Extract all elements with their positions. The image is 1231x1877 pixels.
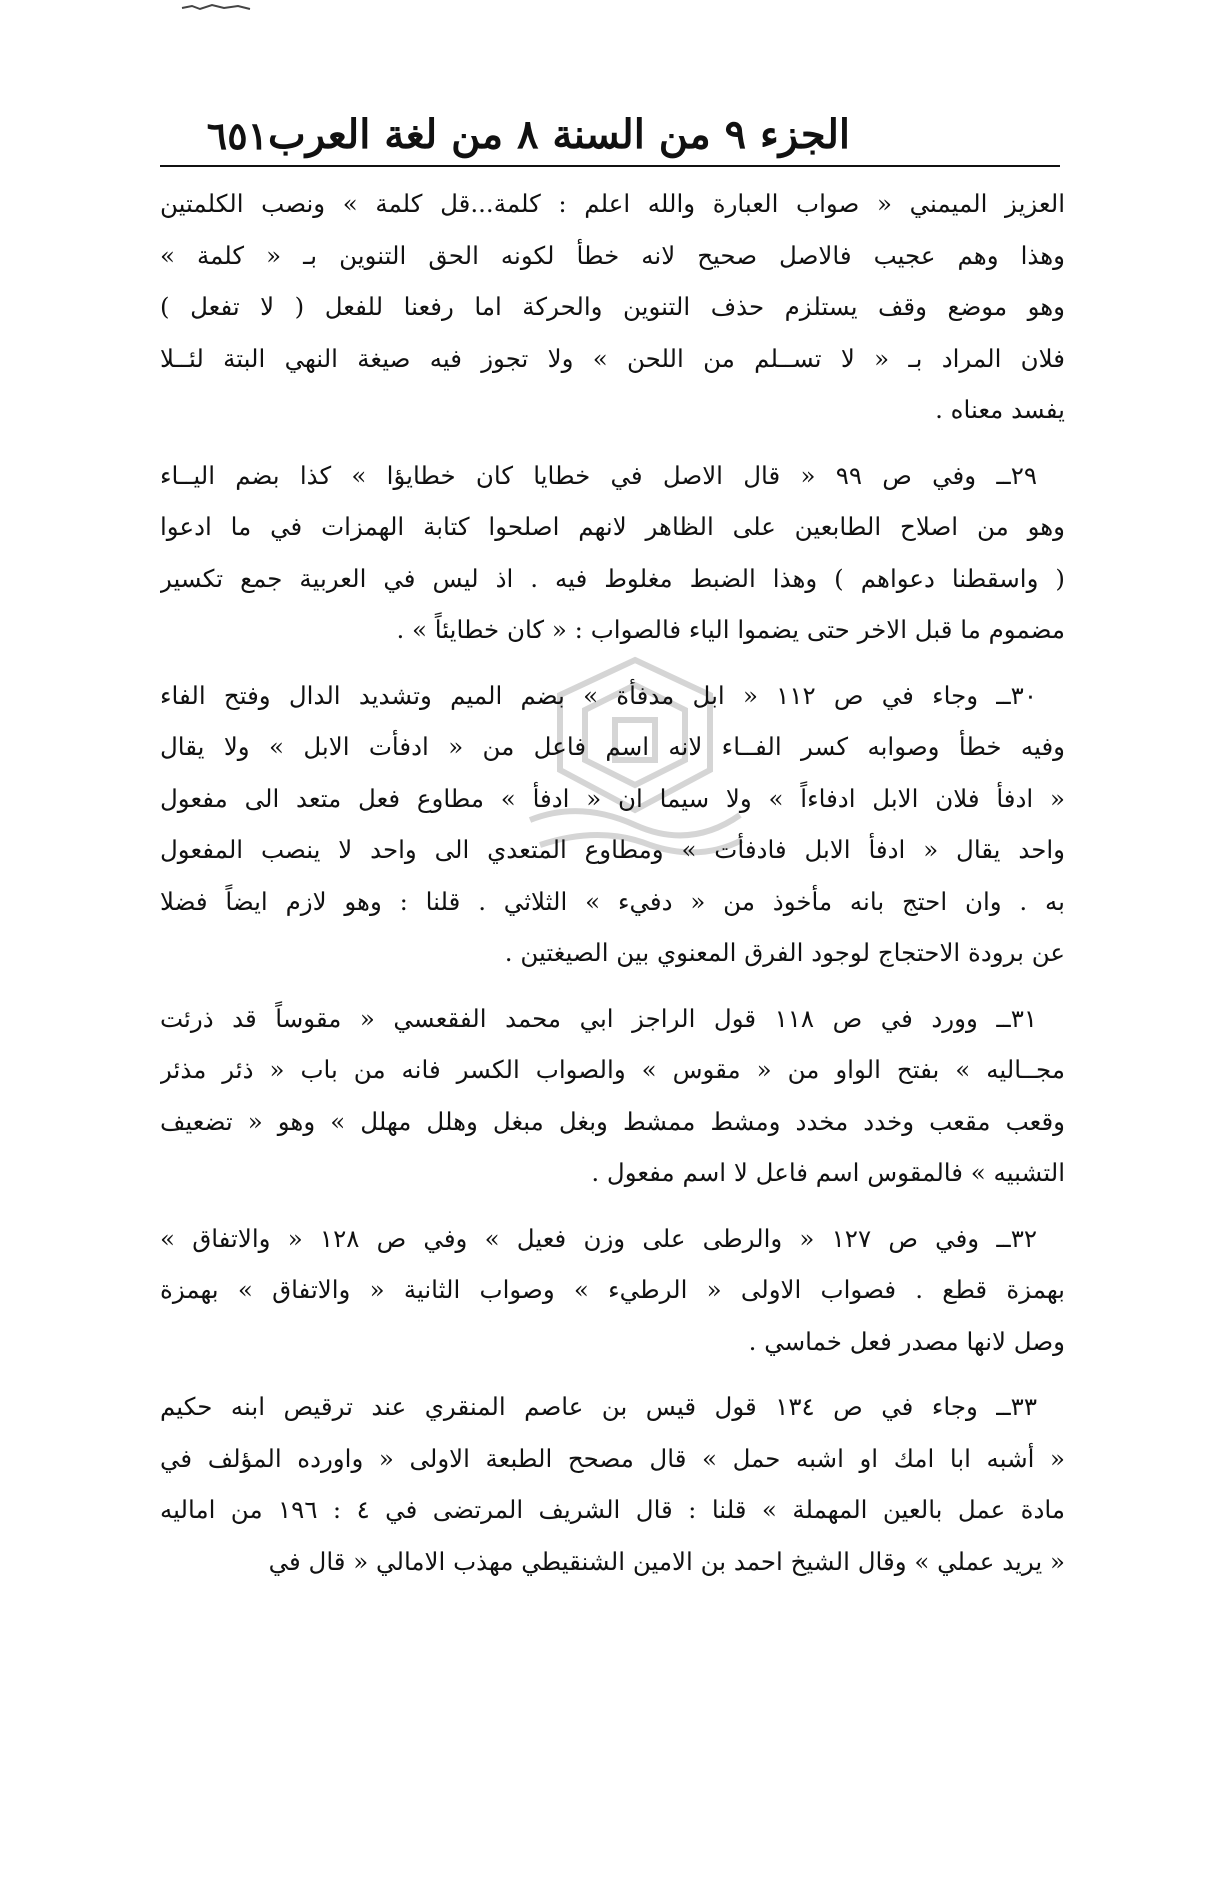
text-line: وفيه خطأ وصوابه كسر الفــاء لانه اسم فاعل من « ادفأت الابل » ولا يقال: [160, 732, 1065, 761]
text-line: « يريد عملي » وقال الشيخ احمد بن الامين الشنقيطي مهذب الامالي « قال في: [268, 1546, 1065, 1576]
text-line: وهو من اصلاح الطابعين على الظاهر لانهم اصلحوا كتابة الهمزات في ما ادعوا: [160, 512, 1065, 541]
text-line: « أشبه ابا امك او اشبه حمل » قال مصحح الطبعة الاولى « واورده المؤلف في: [160, 1443, 1065, 1473]
text-line: ٣٣ــ وجاء في ص ١٣٤ قول قيس بن عاصم المنقري عند ترقيص ابنه حكيم: [160, 1392, 1037, 1421]
paragraph-gap: [160, 979, 1065, 993]
page-number: ٦٥١: [206, 113, 269, 158]
text-line: مضموم ما قبل الاخر حتى يضموا الياء فالصواب : « كان خطايئاً » .: [396, 615, 1065, 644]
paragraph-gap: [160, 436, 1065, 450]
text-line: ٣١ــ وورد في ص ١١٨ قول الراجز ابي محمد الفقعسي « مقوساً قد ذرئت: [160, 1003, 1038, 1033]
text-line: وصل لانها مصدر فعل خماسي .: [748, 1326, 1065, 1356]
text-line: وهو موضع وقف يستلزم حذف التنوين والحركة اما رفعنا للفعل ( لا تفعل ): [160, 292, 1065, 321]
text-line: وقعب مقعب وخدد مخدد ومشط ممشط وبغل مبغل وهلل مهلل » وهو « تضعيف: [160, 1106, 1065, 1136]
text-line: ٢٩ــ وفي ص ٩٩ « قال الاصل في خطايا كان خطايؤا » كذا بضم اليــاء: [160, 460, 1038, 490]
paragraph-gap: [160, 1199, 1065, 1213]
body-text: [160, 178, 1065, 1587]
text-line: يفسد معناه .: [935, 395, 1065, 424]
text-line: عن برودة الاحتجاج لوجود الفرق المعنوي بين الصيغتين .: [504, 938, 1065, 967]
text-line: التشبيه » فالمقوس اسم فاعل لا اسم مفعول .: [591, 1158, 1065, 1187]
text-line: مادة عمل بالعين المهملة » قلنا : قال الشريف المرتضى في ٤ : ١٩٦ من اماليه: [160, 1495, 1065, 1524]
text-line: به . وان احتج بانه مأخوذ من « دفيء » الثلاثي . قلنا : وهو لازم ايضاً فضلا: [160, 886, 1065, 916]
text-line: ( واسقطنا دعواهم ) وهذا الضبط مغلوط فيه . اذ ليس في العربية جمع تكسير: [160, 563, 1065, 593]
paragraph-gap: [160, 1367, 1065, 1381]
text-line: واحد يقال « ادفأ الابل فادفأت » ومطاوع المتعدي الى واحد لا ينصب المفعول: [160, 835, 1065, 864]
header-rule: [160, 165, 1060, 167]
text-line: وهذا وهم عجيب فالاصل صحيح لانه خطأ لكونه الحق التنوين بـ « كلمة »: [160, 240, 1065, 270]
text-line: ٣٢ــ وفي ص ١٢٧ « والرطى على وزن فعيل » وفي ص ١٢٨ « والاتفاق »: [160, 1223, 1038, 1253]
paragraph-gap: [160, 656, 1065, 670]
scan-speck-icon: [178, 0, 258, 14]
running-title: الجزء ٩ من السنة ٨ من لغة العرب: [268, 111, 850, 158]
text-line: بهمزة قطع . فصواب الاولى « الرطيء » وصواب الثانية « والاتفاق » بهمزة: [160, 1275, 1065, 1304]
text-line: مجــاليه » بفتح الواو من « مقوس » والصواب الكسر فانه من باب « ذئر مذئر: [160, 1055, 1065, 1084]
page-header: [206, 88, 850, 158]
text-line: « ادفأ فلان الابل ادفاءاً » ولا سيما ان « ادفأ » مطاوع فعل متعد الى مفعول: [160, 783, 1065, 813]
text-line: فلان المراد بـ « لا تســلم من اللحن » ولا تجوز فيه صيغة النهي البتة لئــلا: [160, 343, 1065, 373]
text-line: العزيز الميمني « صواب العبارة والله اعلم : كلمة...قل كلمة » ونصب الكلمتين: [160, 189, 1065, 218]
text-line: ٣٠ــ وجاء في ص ١١٢ « ابل مدفأة » بضم الميم وتشديد الدال وفتح الفاء: [160, 680, 1037, 710]
